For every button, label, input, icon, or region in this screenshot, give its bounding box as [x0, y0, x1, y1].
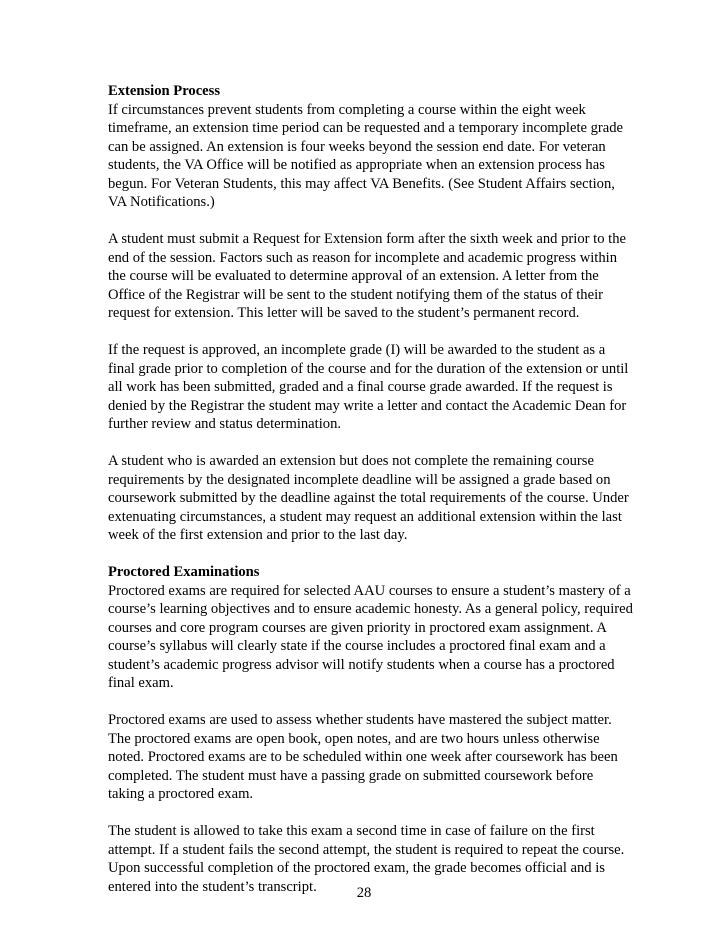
paragraph: If circumstances prevent students from completing a course within the eight week timeframe, an extension time period can be requested and a temporary incomplete grade can be assigned. An extension is four weeks beyond the session end date. For veteran students, the VA Office will be notified as appropriate when an extension process has begun. For Veteran Students, this may affect VA Benefits. (See Student Affairs section, VA Notifications.) — [108, 101, 624, 210]
section-proctored-examinations — [108, 563, 633, 896]
section-heading: Proctored Examinations — [108, 564, 260, 580]
paragraph: Proctored exams are required for selected AAU courses to ensure a student’s mastery of a course’s learning objectives and to ensure academic honesty. As a general policy, required courses and core program courses are given priority in proctored exam assignment. A course’s syllabus will clearly state if the course includes a proctored final exam and a student’s academic progress advisor will notify students when a course has a proctored final exam. — [108, 582, 633, 691]
section-heading: Extension Process — [108, 83, 221, 99]
paragraph: Proctored exams are used to assess whether students have mastered the subject matter. The proctored exams are open book, open notes, and are two hours unless otherwise noted. Proctored exams are to be scheduled within one week after coursework has been completed. The student must have a passing grade on submitted coursework before taking a proctored exam. — [108, 712, 618, 802]
section-extension-process — [108, 82, 633, 545]
paragraph: A student must submit a Request for Extension form after the sixth week and prior to the end of the session. Factors such as reason for incomplete and academic progress within the course will be evaluated to determine approval of an extension. A letter from the Office of the Registrar will be sent to the student notifying them of the status of their request for extension. This letter will be saved to the student’s permanent record. — [108, 231, 626, 321]
paragraph: If the request is approved, an incomplete grade (I) will be awarded to the student as a final grade prior to completion of the course and for the duration of the extension or until all work has been submitted, graded and a final course grade awarded. If the request is denied by the Registrar the student may write a letter and contact the Academic Dean for further review and status determination. — [108, 342, 629, 432]
page-body — [108, 82, 633, 915]
page-number: 28 — [356, 885, 372, 901]
paragraph: A student who is awarded an extension but does not complete the remaining course requirements by the designated incomplete deadline will be assigned a grade based on coursework submitted by the deadline against the total requirements of the course. Under extenuating circumstances, a student may request an additional extension within the last week of the first extension and prior to the last day. — [108, 453, 629, 543]
paragraph: The student is allowed to take this exam a second time in case of failure on the first attempt. If a student fails the second attempt, the student is required to repeat the course. Upon successful completion of the proctored exam, the grade becomes official and is entered into the student’s transcript. — [108, 823, 625, 895]
